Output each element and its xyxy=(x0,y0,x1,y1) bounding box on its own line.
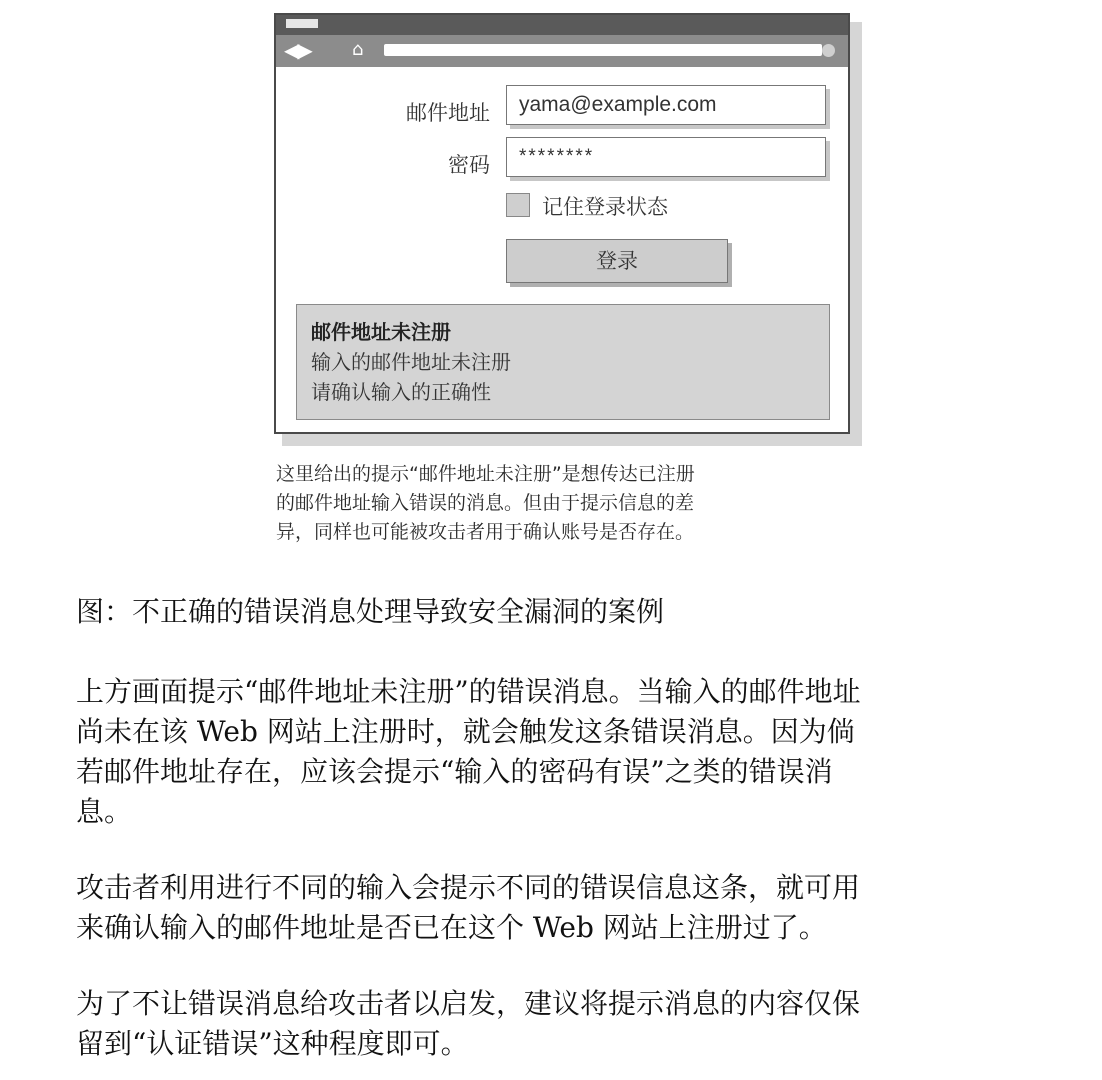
paragraph-2 xyxy=(76,868,1076,948)
paragraph-line: 上方画面提示“邮件地址未注册”的错误消息。当输入的邮件地址 xyxy=(76,675,861,708)
paragraph-3 xyxy=(76,984,1076,1064)
remember-label: 记住登录状态 xyxy=(542,195,668,219)
illustration-caption xyxy=(276,460,866,547)
paragraph-line: 尚未在该 Web 网站上注册时，就会触发这条错误消息。因为倘 xyxy=(76,715,855,748)
email-field: yama@example.com xyxy=(506,85,826,125)
paragraph-line: 攻击者利用进行不同的输入会提示不同的错误信息这条，就可用 xyxy=(76,871,861,904)
error-line-2: 请确认输入的正确性 xyxy=(311,380,491,404)
error-line-1: 输入的邮件地址未注册 xyxy=(311,350,511,374)
browser-titlebar xyxy=(276,15,848,35)
error-message-box xyxy=(296,304,830,420)
browser-illustration xyxy=(274,13,850,434)
browser-tab xyxy=(286,19,318,28)
caption-line: 的邮件地址输入错误的消息。但由于提示信息的差 xyxy=(276,492,695,514)
login-form xyxy=(276,67,848,432)
remember-checkbox xyxy=(506,193,530,217)
home-icon: ⌂ xyxy=(352,39,364,60)
password-label: 密码 xyxy=(448,153,490,177)
address-bar xyxy=(384,44,822,56)
paragraph-1 xyxy=(76,672,1076,832)
paragraph-line: 若邮件地址存在，应该会提示“输入的密码有误”之类的错误消 xyxy=(76,755,833,788)
caption-line: 这里给出的提示“邮件地址未注册”是想传达已注册 xyxy=(276,463,695,485)
email-label: 邮件地址 xyxy=(406,101,490,125)
error-title: 邮件地址未注册 xyxy=(311,320,451,344)
paragraph-line: 来确认输入的邮件地址是否已在这个 Web 网站上注册过了。 xyxy=(76,911,827,944)
back-forward-arrows-icon: ◀▶ xyxy=(284,38,311,62)
login-button: 登录 xyxy=(506,239,728,283)
reload-dot-icon xyxy=(822,44,835,57)
paragraph-line: 息。 xyxy=(76,795,133,828)
figure-title: 图：不正确的错误消息处理导致安全漏洞的案例 xyxy=(76,595,665,628)
paragraph-line: 留到“认证错误”这种程度即可。 xyxy=(76,1027,469,1060)
browser-navbar xyxy=(276,35,848,67)
paragraph-line: 为了不让错误消息给攻击者以启发，建议将提示消息的内容仅保 xyxy=(76,987,861,1020)
password-field: ******** xyxy=(506,137,826,177)
caption-line: 异，同样也可能被攻击者用于确认账号是否存在。 xyxy=(276,521,695,543)
